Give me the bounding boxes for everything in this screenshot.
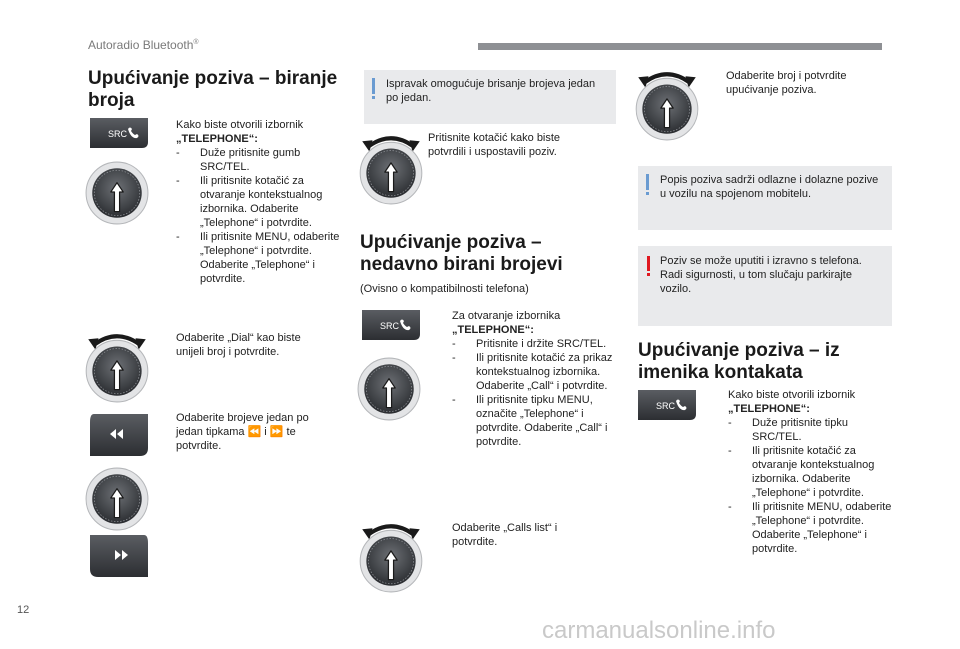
knob-rotate-icon [358,130,424,206]
src-tel-button-icon [86,116,152,150]
compatibility-note: (Ovisno o kompatibilnosti telefona) [360,283,529,295]
section-title-line: Upućivanje poziva – [360,232,542,253]
info-icon [646,174,649,190]
list-item: - Ili pritisnite kotačić za otvaranje kontekstualnog izbornika. Odaberite „Telephone“ i potvrdite. [176,175,323,229]
intro-line: „TELEPHONE“: [176,133,258,145]
dial-digits-text: Odaberite brojeve jedan po jedan tipkama ⏪ i ⏩ te potvrdite. [176,412,309,452]
info-icon [372,78,375,94]
calls-list-text: Odaberite „Calls list“ i potvrdite. [452,522,558,548]
header-bar [478,43,882,50]
dial-select-text: Odaberite „Dial“ kao biste unijeli broj i potvrdite. [176,332,301,358]
previous-button-icon [86,412,152,458]
list-item: - Duže pritisnite tipku SRC/TEL. [728,417,848,443]
info-icon-dot [372,96,375,99]
src-tel-button-icon [634,388,700,422]
svg-text:SRC: SRC [108,129,128,139]
watermark: carmanualsonline.info [542,617,776,644]
knob-push-icon [356,356,422,422]
list-item: - Pritisnite i držite SRC/TEL. [452,338,607,350]
intro-line: Kako biste otvorili izbornik [176,119,304,131]
page-number: 12 [17,604,30,616]
section-title-dial-number [88,68,348,112]
info-note-text: Popis poziva sadrži odlazne i dolazne pozive u vozilu na spojenom mobitelu. [660,174,879,200]
list-item: - Ili pritisnite MENU, odaberite „Telephone“ i potvrdite. Odaberite „Telephone“ i potvrdite. [728,501,892,555]
warning-note-text: Poziv se može uputiti i izravno s telefona. Radi sigurnosti, u tom slučaju parkirajte vozilo. [660,255,862,295]
section-title-recent-numbers [360,232,620,276]
list-item: - Ili pritisnite kotačić za prikaz kontekstualnog izbornika. Odaberite „Call“ i potvrdite. [452,352,613,392]
list-item-text: Ili pritisnite kotačić za otvaranje kontekstualnog izbornika. Odaberite „Telephone“ i potvrdite. [200,175,323,229]
contacts-intro [728,388,898,556]
section-title-line: broja [88,90,135,111]
list-item-text: Ili pritisnite MENU, odaberite „Telephone“ i potvrdite. Odaberite „Telephone“ i potvrdite. [752,501,892,555]
section-title-line: Upućivanje poziva – iz [638,340,840,361]
list-item: - Ili pritisnite kotačić za otvaranje kontekstualnog izbornika. Odaberite „Telephone“ i potvrdite. [728,445,875,499]
section-title-line: Upućivanje poziva – biranje [88,68,338,89]
svg-text:SRC: SRC [656,401,676,411]
select-number-text: Odaberite broj i potvrdite upućivanje poziva. [726,70,847,96]
info-icon-dot [646,192,649,195]
list-item-text: Duže pritisnite tipku SRC/TEL. [752,417,848,443]
list-item-text: Pritisnite i držite SRC/TEL. [476,338,607,350]
section-title-contacts [638,340,908,384]
list-item-text: Ili pritisnite tipku MENU, označite „Telephone“ i potvrdite. Odaberite „Call“ i potvrdite. [476,394,608,448]
intro-line: „TELEPHONE“: [452,324,534,336]
list-item-text: Ili pritisnite kotačić za prikaz kontekstualnog izbornika. Odaberite „Call“ i potvrdite. [476,352,613,392]
next-button-icon [86,533,152,579]
intro-line: „TELEPHONE“: [728,403,810,415]
intro-line: Za otvaranje izbornika [452,310,561,322]
list-item-text: Duže pritisnite gumb SRC/TEL. [200,147,301,173]
list-item: - Ili pritisnite tipku MENU, označite „Telephone“ i potvrdite. Odaberite „Call“ i potvrdite. [452,394,608,448]
running-header [88,38,199,52]
info-note-text: Ispravak omogućuje brisanje brojeva jedan po jedan. [386,78,596,104]
knob-rotate-icon [634,66,700,142]
list-item-text: Ili pritisnite kotačić za otvaranje kontekstualnog izbornika. Odaberite „Telephone“ i potvrdite. [752,445,875,499]
info-note-correction [364,70,616,124]
intro-line: Kako biste otvorili izbornik [728,389,856,401]
recent-intro [452,309,622,449]
knob-push-icon [84,466,150,532]
info-note-call-list [638,166,892,230]
knob-rotate-icon [84,328,150,404]
warning-note-phone [638,246,892,326]
list-item: - Ili pritisnite MENU, odaberite „Telephone“ i potvrdite. Odaberite „Telephone“ i potvrdite. [176,231,340,285]
svg-text:SRC: SRC [380,321,400,331]
header-title-sup: ® [193,39,199,46]
section-title-line: imenika kontakata [638,362,803,383]
warning-icon-dot [647,273,650,276]
section-title-line: nedavno birani brojevi [360,254,563,275]
confirm-call-text: Pritisnite kotačić kako biste potvrdili i uspostavili poziv. [428,132,561,158]
list-item: - Duže pritisnite gumb SRC/TEL. [176,147,301,173]
src-tel-button-icon [358,308,424,342]
knob-push-icon [84,160,150,226]
warning-icon [647,256,650,271]
dial-intro [176,118,346,286]
list-item-text: Ili pritisnite MENU, odaberite „Telephone“ i potvrdite. Odaberite „Telephone“ i potvrdite. [200,231,340,285]
knob-rotate-icon [358,518,424,594]
header-title: Autoradio Bluetooth [88,38,194,52]
